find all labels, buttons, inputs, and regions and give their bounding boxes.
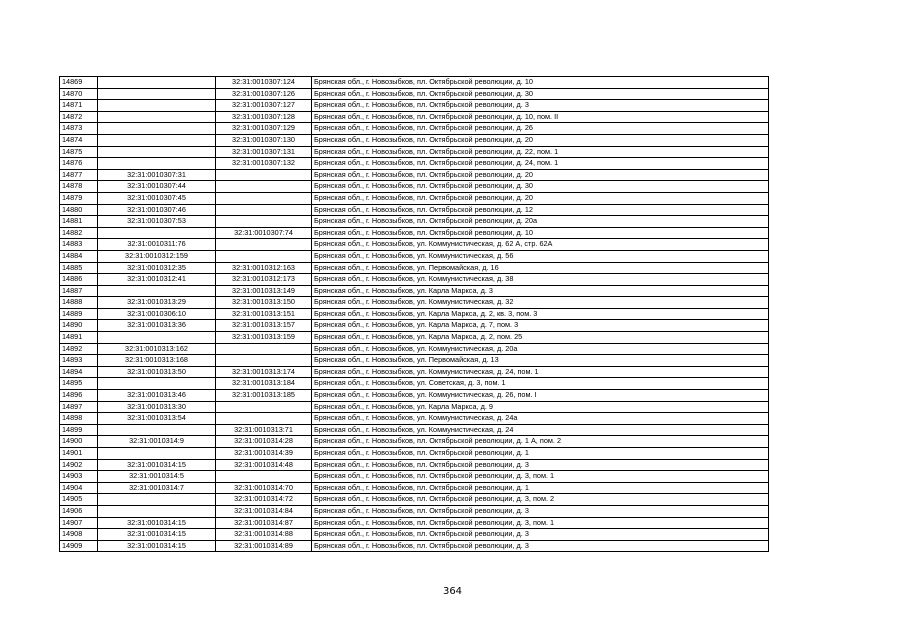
object-cadastral-number-cell: 32:31:0010314:70 xyxy=(216,482,312,494)
object-cadastral-number-cell xyxy=(216,192,312,204)
table-row xyxy=(60,355,769,367)
table-row xyxy=(60,88,769,100)
table-row xyxy=(60,390,769,402)
row-number-cell: 14883 xyxy=(60,239,98,251)
address-cell: Брянская обл., г. Новозыбков, ул. Коммунистическая, д. 26, пом. I xyxy=(312,390,769,402)
object-cadastral-number-cell xyxy=(216,216,312,228)
parcel-cadastral-number-cell: 32:31:0010313:30 xyxy=(98,401,216,413)
table-row xyxy=(60,320,769,332)
parcel-cadastral-number-cell: 32:31:0010313:36 xyxy=(98,320,216,332)
parcel-cadastral-number-cell: 32:31:0010307:45 xyxy=(98,192,216,204)
row-number-cell: 14870 xyxy=(60,88,98,100)
table-row xyxy=(60,181,769,193)
row-number-cell: 14876 xyxy=(60,158,98,170)
parcel-cadastral-number-cell xyxy=(98,424,216,436)
row-number-cell: 14879 xyxy=(60,192,98,204)
address-cell: Брянская обл., г. Новозыбков, пл. Октябрьской революции, д. 3 xyxy=(312,459,769,471)
table-row xyxy=(60,239,769,251)
table-row xyxy=(60,100,769,112)
object-cadastral-number-cell xyxy=(216,343,312,355)
table-row xyxy=(60,111,769,123)
object-cadastral-number-cell xyxy=(216,239,312,251)
row-number-cell: 14881 xyxy=(60,216,98,228)
address-cell: Брянская обл., г. Новозыбков, пл. Октябрьской революции, д. 30 xyxy=(312,181,769,193)
parcel-cadastral-number-cell xyxy=(98,494,216,506)
object-cadastral-number-cell: 32:31:0010313:157 xyxy=(216,320,312,332)
address-cell: Брянская обл., г. Новозыбков, ул. Коммунистическая, д. 24, пом. 1 xyxy=(312,366,769,378)
row-number-cell: 14874 xyxy=(60,134,98,146)
table-row xyxy=(60,146,769,158)
parcel-cadastral-number-cell xyxy=(98,77,216,89)
parcel-cadastral-number-cell: 32:31:0010314:15 xyxy=(98,517,216,529)
row-number-cell: 14880 xyxy=(60,204,98,216)
parcel-cadastral-number-cell: 32:31:0010307:31 xyxy=(98,169,216,181)
row-number-cell: 14901 xyxy=(60,448,98,460)
address-cell: Брянская обл., г. Новозыбков, пл. Октябрьской революции, д. 22, пом. 1 xyxy=(312,146,769,158)
object-cadastral-number-cell xyxy=(216,355,312,367)
address-cell: Брянская обл., г. Новозыбков, пл. Октябрьской революции, д. 20 xyxy=(312,169,769,181)
row-number-cell: 14907 xyxy=(60,517,98,529)
parcel-cadastral-number-cell: 32:31:0010313:46 xyxy=(98,390,216,402)
address-cell: Брянская обл., г. Новозыбков, ул. Первомайская, д. 16 xyxy=(312,262,769,274)
parcel-cadastral-number-cell xyxy=(98,227,216,239)
row-number-cell: 14898 xyxy=(60,413,98,425)
object-cadastral-number-cell: 32:31:0010307:127 xyxy=(216,100,312,112)
row-number-cell: 14888 xyxy=(60,297,98,309)
object-cadastral-number-cell: 32:31:0010313:151 xyxy=(216,308,312,320)
object-cadastral-number-cell: 32:31:0010314:48 xyxy=(216,459,312,471)
row-number-cell: 14891 xyxy=(60,332,98,344)
parcel-cadastral-number-cell: 32:31:0010313:54 xyxy=(98,413,216,425)
object-cadastral-number-cell: 32:31:0010312:163 xyxy=(216,262,312,274)
address-cell: Брянская обл., г. Новозыбков, пл. Октябрьской революции, д. 3, пом. 1 xyxy=(312,517,769,529)
parcel-cadastral-number-cell xyxy=(98,146,216,158)
address-cell: Брянская обл., г. Новозыбков, ул. Коммунистическая, д. 32 xyxy=(312,297,769,309)
row-number-cell: 14906 xyxy=(60,505,98,517)
parcel-cadastral-number-cell: 32:31:0010313:168 xyxy=(98,355,216,367)
address-cell: Брянская обл., г. Новозыбков, пл. Октябрьской революции, д. 10 xyxy=(312,77,769,89)
parcel-cadastral-number-cell xyxy=(98,123,216,135)
object-cadastral-number-cell: 32:31:0010314:72 xyxy=(216,494,312,506)
table-row xyxy=(60,192,769,204)
address-cell: Брянская обл., г. Новозыбков, пл. Октябрьской революции, д. 3 xyxy=(312,529,769,541)
object-cadastral-number-cell: 32:31:0010307:129 xyxy=(216,123,312,135)
row-number-cell: 14877 xyxy=(60,169,98,181)
table-row xyxy=(60,529,769,541)
object-cadastral-number-cell xyxy=(216,169,312,181)
parcel-cadastral-number-cell xyxy=(98,285,216,297)
address-cell: Брянская обл., г. Новозыбков, пл. Октябрьской революции, д. 24, пом. 1 xyxy=(312,158,769,170)
object-cadastral-number-cell: 32:31:0010307:128 xyxy=(216,111,312,123)
table-row xyxy=(60,134,769,146)
address-cell: Брянская обл., г. Новозыбков, пл. Октябрьской революции, д. 3 xyxy=(312,505,769,517)
table-row xyxy=(60,169,769,181)
address-cell: Брянская обл., г. Новозыбков, ул. Коммунистическая, д. 38 xyxy=(312,274,769,286)
table-row xyxy=(60,343,769,355)
object-cadastral-number-cell: 32:31:0010307:126 xyxy=(216,88,312,100)
object-cadastral-number-cell: 32:31:0010313:71 xyxy=(216,424,312,436)
parcel-cadastral-number-cell xyxy=(98,88,216,100)
address-cell: Брянская обл., г. Новозыбков, ул. Первомайская, д. 13 xyxy=(312,355,769,367)
row-number-cell: 14897 xyxy=(60,401,98,413)
object-cadastral-number-cell: 32:31:0010307:124 xyxy=(216,77,312,89)
parcel-cadastral-number-cell xyxy=(98,448,216,460)
table-row xyxy=(60,250,769,262)
table-row xyxy=(60,332,769,344)
address-cell: Брянская обл., г. Новозыбков, пл. Октябрьской революции, д. 1 xyxy=(312,448,769,460)
object-cadastral-number-cell: 32:31:0010312:173 xyxy=(216,274,312,286)
table-row xyxy=(60,482,769,494)
table-row xyxy=(60,471,769,483)
table-row xyxy=(60,262,769,274)
address-cell: Брянская обл., г. Новозыбков, ул. Карла Маркса, д. 2, пом. 25 xyxy=(312,332,769,344)
parcel-cadastral-number-cell xyxy=(98,378,216,390)
table-row xyxy=(60,158,769,170)
row-number-cell: 14899 xyxy=(60,424,98,436)
object-cadastral-number-cell: 32:31:0010313:159 xyxy=(216,332,312,344)
row-number-cell: 14896 xyxy=(60,390,98,402)
parcel-cadastral-number-cell xyxy=(98,332,216,344)
parcel-cadastral-number-cell: 32:31:0010307:53 xyxy=(98,216,216,228)
parcel-cadastral-number-cell xyxy=(98,134,216,146)
table-row xyxy=(60,436,769,448)
object-cadastral-number-cell xyxy=(216,471,312,483)
parcel-cadastral-number-cell xyxy=(98,100,216,112)
row-number-cell: 14902 xyxy=(60,459,98,471)
page-number: 364 xyxy=(442,586,463,597)
address-cell: Брянская обл., г. Новозыбков, ул. Коммунистическая, д. 24а xyxy=(312,413,769,425)
parcel-cadastral-number-cell: 32:31:0010307:46 xyxy=(98,204,216,216)
address-cell: Брянская обл., г. Новозыбков, ул. Коммунистическая, д. 24 xyxy=(312,424,769,436)
parcel-cadastral-number-cell: 32:31:0010313:50 xyxy=(98,366,216,378)
parcel-cadastral-number-cell: 32:31:0010314:5 xyxy=(98,471,216,483)
table-row xyxy=(60,308,769,320)
parcel-cadastral-number-cell xyxy=(98,158,216,170)
row-number-cell: 14869 xyxy=(60,77,98,89)
table-row xyxy=(60,517,769,529)
row-number-cell: 14894 xyxy=(60,366,98,378)
table-row xyxy=(60,505,769,517)
table-row xyxy=(60,413,769,425)
row-number-cell: 14871 xyxy=(60,100,98,112)
object-cadastral-number-cell xyxy=(216,250,312,262)
table-row xyxy=(60,424,769,436)
object-cadastral-number-cell: 32:31:0010313:150 xyxy=(216,297,312,309)
parcel-cadastral-number-cell: 32:31:0010314:15 xyxy=(98,540,216,552)
row-number-cell: 14889 xyxy=(60,308,98,320)
address-cell: Брянская обл., г. Новозыбков, ул. Карла Маркса, д. 9 xyxy=(312,401,769,413)
parcel-cadastral-number-cell: 32:31:0010313:29 xyxy=(98,297,216,309)
address-cell: Брянская обл., г. Новозыбков, пл. Октябрьской революции, д. 10, пом. II xyxy=(312,111,769,123)
row-number-cell: 14893 xyxy=(60,355,98,367)
object-cadastral-number-cell: 32:31:0010313:184 xyxy=(216,378,312,390)
object-cadastral-number-cell: 32:31:0010314:87 xyxy=(216,517,312,529)
object-cadastral-number-cell: 32:31:0010307:130 xyxy=(216,134,312,146)
row-number-cell: 14892 xyxy=(60,343,98,355)
row-number-cell: 14887 xyxy=(60,285,98,297)
row-number-cell: 14909 xyxy=(60,540,98,552)
table-row xyxy=(60,297,769,309)
address-cell: Брянская обл., г. Новозыбков, ул. Карла Маркса, д. 3 xyxy=(312,285,769,297)
row-number-cell: 14872 xyxy=(60,111,98,123)
object-cadastral-number-cell: 32:31:0010307:131 xyxy=(216,146,312,158)
records-table xyxy=(59,76,769,552)
object-cadastral-number-cell: 32:31:0010313:174 xyxy=(216,366,312,378)
row-number-cell: 14895 xyxy=(60,378,98,390)
parcel-cadastral-number-cell xyxy=(98,505,216,517)
parcel-cadastral-number-cell: 32:31:0010311:76 xyxy=(98,239,216,251)
object-cadastral-number-cell: 32:31:0010314:89 xyxy=(216,540,312,552)
table-row xyxy=(60,204,769,216)
address-cell: Брянская обл., г. Новозыбков, пл. Октябрьской революции, д. 20 xyxy=(312,134,769,146)
object-cadastral-number-cell xyxy=(216,401,312,413)
row-number-cell: 14904 xyxy=(60,482,98,494)
parcel-cadastral-number-cell: 32:31:0010314:15 xyxy=(98,459,216,471)
address-cell: Брянская обл., г. Новозыбков, пл. Октябрьской революции, д. 10 xyxy=(312,227,769,239)
object-cadastral-number-cell: 32:31:0010307:74 xyxy=(216,227,312,239)
parcel-cadastral-number-cell: 32:31:0010313:162 xyxy=(98,343,216,355)
table-row xyxy=(60,227,769,239)
row-number-cell: 14886 xyxy=(60,274,98,286)
address-cell: Брянская обл., г. Новозыбков, пл. Октябрьской революции, д. 3, пом. 1 xyxy=(312,471,769,483)
parcel-cadastral-number-cell: 32:31:0010312:35 xyxy=(98,262,216,274)
parcel-cadastral-number-cell: 32:31:0010314:9 xyxy=(98,436,216,448)
address-cell: Брянская обл., г. Новозыбков, пл. Октябрьской революции, д. 3 xyxy=(312,540,769,552)
address-cell: Брянская обл., г. Новозыбков, ул. Коммунистическая, д. 62 А, стр. 62А xyxy=(312,239,769,251)
address-cell: Брянская обл., г. Новозыбков, ул. Карла Маркса, д. 7, пом. 3 xyxy=(312,320,769,332)
table-row xyxy=(60,448,769,460)
table-row xyxy=(60,123,769,135)
address-cell: Брянская обл., г. Новозыбков, пл. Октябрьской революции, д. 12 xyxy=(312,204,769,216)
address-cell: Брянская обл., г. Новозыбков, ул. Коммунистическая, д. 20а xyxy=(312,343,769,355)
row-number-cell: 14878 xyxy=(60,181,98,193)
object-cadastral-number-cell: 32:31:0010314:28 xyxy=(216,436,312,448)
object-cadastral-number-cell: 32:31:0010313:185 xyxy=(216,390,312,402)
object-cadastral-number-cell: 32:31:0010314:39 xyxy=(216,448,312,460)
parcel-cadastral-number-cell: 32:31:0010314:7 xyxy=(98,482,216,494)
object-cadastral-number-cell: 32:31:0010313:149 xyxy=(216,285,312,297)
table-row xyxy=(60,494,769,506)
object-cadastral-number-cell xyxy=(216,413,312,425)
address-cell: Брянская обл., г. Новозыбков, ул. Советская, д. 3, пом. 1 xyxy=(312,378,769,390)
row-number-cell: 14884 xyxy=(60,250,98,262)
address-cell: Брянская обл., г. Новозыбков, пл. Октябрьской революции, д. 1 А, пом. 2 xyxy=(312,436,769,448)
parcel-cadastral-number-cell xyxy=(98,111,216,123)
object-cadastral-number-cell: 32:31:0010307:132 xyxy=(216,158,312,170)
address-cell: Брянская обл., г. Новозыбков, ул. Карла Маркса, д. 2, кв. 3, пом. 3 xyxy=(312,308,769,320)
row-number-cell: 14905 xyxy=(60,494,98,506)
row-number-cell: 14873 xyxy=(60,123,98,135)
object-cadastral-number-cell xyxy=(216,204,312,216)
row-number-cell: 14882 xyxy=(60,227,98,239)
parcel-cadastral-number-cell: 32:31:0010312:41 xyxy=(98,274,216,286)
table-row xyxy=(60,216,769,228)
address-cell: Брянская обл., г. Новозыбков, пл. Октябрьской революции, д. 3, пом. 2 xyxy=(312,494,769,506)
address-cell: Брянская обл., г. Новозыбков, пл. Октябрьской революции, д. 3 xyxy=(312,100,769,112)
table-row xyxy=(60,285,769,297)
row-number-cell: 14903 xyxy=(60,471,98,483)
row-number-cell: 14908 xyxy=(60,529,98,541)
parcel-cadastral-number-cell: 32:31:0010312:159 xyxy=(98,250,216,262)
row-number-cell: 14875 xyxy=(60,146,98,158)
parcel-cadastral-number-cell: 32:31:0010314:15 xyxy=(98,529,216,541)
records-table-body xyxy=(60,77,769,552)
parcel-cadastral-number-cell: 32:31:0010307:44 xyxy=(98,181,216,193)
address-cell: Брянская обл., г. Новозыбков, пл. Октябрьской революции, д. 26 xyxy=(312,123,769,135)
address-cell: Брянская обл., г. Новозыбков, пл. Октябрьской революции, д. 20а xyxy=(312,216,769,228)
row-number-cell: 14890 xyxy=(60,320,98,332)
table-row xyxy=(60,77,769,89)
row-number-cell: 14900 xyxy=(60,436,98,448)
table-row xyxy=(60,378,769,390)
table-row xyxy=(60,366,769,378)
parcel-cadastral-number-cell: 32:31:0010306:10 xyxy=(98,308,216,320)
address-cell: Брянская обл., г. Новозыбков, ул. Коммунистическая, д. 56 xyxy=(312,250,769,262)
table-row xyxy=(60,459,769,471)
object-cadastral-number-cell xyxy=(216,181,312,193)
table-row xyxy=(60,274,769,286)
table-row xyxy=(60,540,769,552)
row-number-cell: 14885 xyxy=(60,262,98,274)
address-cell: Брянская обл., г. Новозыбков, пл. Октябрьской революции, д. 30 xyxy=(312,88,769,100)
address-cell: Брянская обл., г. Новозыбков, пл. Октябрьской революции, д. 20 xyxy=(312,192,769,204)
address-cell: Брянская обл., г. Новозыбков, пл. Октябрьской революции, д. 1 xyxy=(312,482,769,494)
object-cadastral-number-cell: 32:31:0010314:88 xyxy=(216,529,312,541)
table-row xyxy=(60,401,769,413)
object-cadastral-number-cell: 32:31:0010314:84 xyxy=(216,505,312,517)
